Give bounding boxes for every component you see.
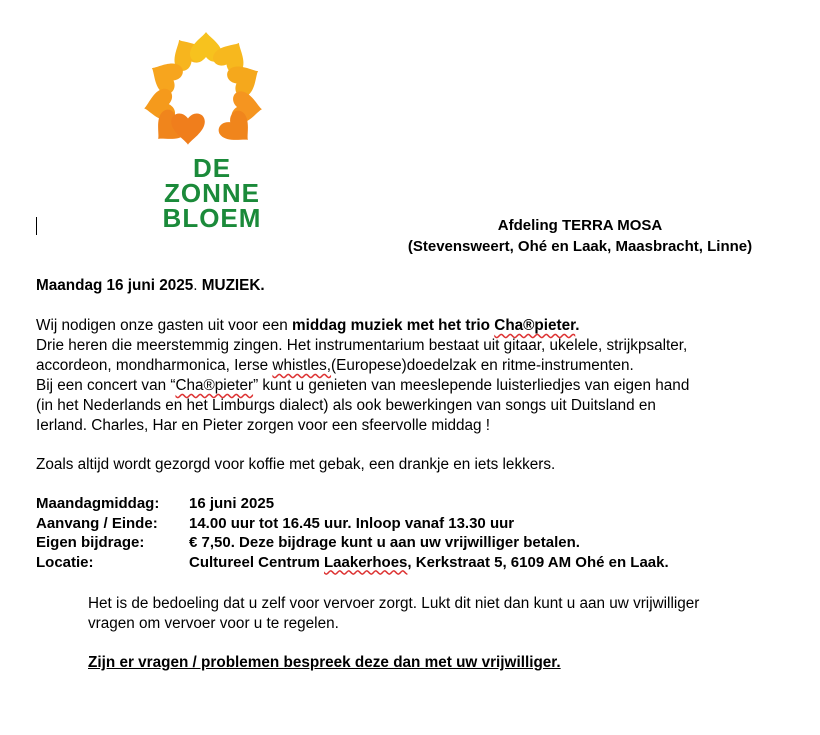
intro-line: Wij nodigen onze gasten uit voor een middag muziek met het trio Cha®pieter. xyxy=(36,317,580,334)
detail-row-date: Maandagmiddag: 16 juni 2025 xyxy=(36,495,275,512)
intro-line: Drie heren die meerstemmig zingen. Het instrumentarium bestaat uit gitaar, ukelele, strijkpsalter, xyxy=(36,337,688,354)
logo-line-zonne: ZONNE xyxy=(164,178,260,208)
intro-line: accordeon, mondharmonica, Ierse whistles,(Europese)doedelzak en ritme-instrumenten. xyxy=(36,357,634,374)
coffee-paragraph: Zoals altijd wordt gezorgd voor koffie met gebak, een drankje en iets lekkers. xyxy=(36,456,556,473)
closing-line: Zijn er vragen / problemen bespreek deze dan met uw vrijwilliger. xyxy=(88,654,561,671)
zonnebloem-logo xyxy=(126,30,298,235)
intro-line: Ierland. Charles, Har en Pieter zorgen voor een sfeervolle middag ! xyxy=(36,417,491,434)
intro-paragraph xyxy=(36,316,689,436)
text-cursor xyxy=(36,217,37,235)
event-title: Maandag 16 juni 2025. MUZIEK. xyxy=(36,277,265,294)
detail-row-time: Aanvang / Einde: 14.00 uur tot 16.45 uur. Inloop vanaf 13.30 uur xyxy=(36,514,515,532)
event-details xyxy=(36,494,669,572)
logo-line-bloem: BLOEM xyxy=(162,203,262,233)
event-date: Maandag 16 juni 2025 xyxy=(36,277,194,294)
department-places: (Stevensweert, Ohé en Laak, Maasbracht, Linne) xyxy=(407,238,753,255)
detail-row-price: Eigen bijdrage: € 7,50. Deze bijdrage kunt u aan uw vrijwilliger betalen. xyxy=(36,534,580,551)
detail-row-location: Locatie: Cultureel Centrum Laakerhoes, Kerkstraat 5, 6109 AM Ohé en Laak. xyxy=(36,553,669,571)
sun-hearts-icon xyxy=(126,30,298,155)
logo-line-de: DE xyxy=(192,153,232,183)
intro-line: (in het Nederlands en het Limburgs dialect) als ook bewerkingen van songs uit Duitsland en xyxy=(36,397,656,414)
department-header xyxy=(380,215,780,257)
department-name: Afdeling TERRA MOSA xyxy=(497,217,663,234)
transport-note: Het is de bedoeling dat u zelf voor vervoer zorgt. Lukt dit niet dan kunt u aan uw vrijwilliger vragen om vervoer voor u te regelen. xyxy=(88,595,700,632)
event-topic: MUZIEK. xyxy=(201,277,265,294)
intro-line: Bij een concert van “Cha®pieter” kunt u genieten van meeslepende luisterliedjes van eigen hand xyxy=(36,377,690,394)
